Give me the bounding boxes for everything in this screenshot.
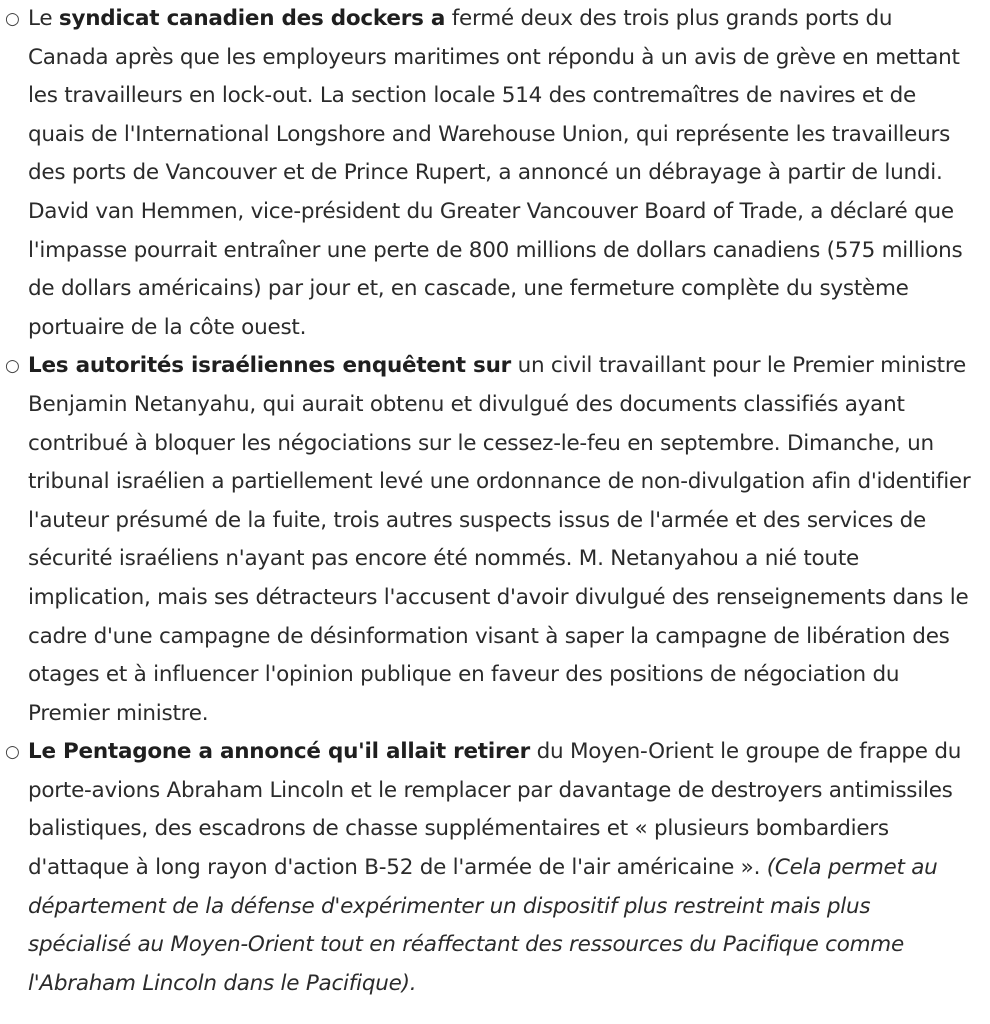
hollow-circle-bullet-icon: ○ <box>5 742 20 763</box>
item-headline: syndicat canadien des dockers a <box>58 6 446 31</box>
item-italic-note: (Cela permet au département de la défense d'expérimenter un dispositif plus restreint mais plus spécialisé au Moyen-Orient tout en réaffectant des ressources du Pacifique comme l'Abraham Lincoln dans le Pacifique). <box>28 855 938 996</box>
item-body: fermé deux des trois plus grands ports du Canada après que les employeurs maritimes ont répondu à un avis de grève en mettant les travailleurs en lock-out. La section locale 514 des contremaîtres de navires et de quais de l'International Longshore and Warehouse Union, qui représente les travailleurs des ports de Vancouver et de Prince Rupert, a annoncé un débrayage à partir de lundi. David van Hemmen, vice-président du Greater Vancouver Board of Trade, a déclaré que l'impasse pourrait entraîner une perte de 800 millions de dollars canadiens (575 millions de dollars américains) par jour et, en cascade, une fermeture complète du système portuaire de la côte ouest. <box>28 6 963 340</box>
item-headline: Les autorités israéliennes enquêtent sur <box>28 353 511 379</box>
list-item <box>5 733 976 1003</box>
list-item <box>5 0 976 347</box>
hollow-circle-bullet-icon: ○ <box>5 356 20 377</box>
item-body: un civil travaillant pour le Premier ministre Benjamin Netanyahu, qui aurait obtenu et divulgué des documents classifiés ayant contribué à bloquer les négociations sur le cessez-le-feu en septembre. Dimanche, un tribunal israélien a partiellement levé une ordonnance de non-divulgation afin d'identifier l'auteur présumé de la fuite, trois autres suspects issus de l'armée et des services de sécurité israéliens n'ayant pas encore été nommés. M. Netanyahou a nié toute implication, mais ses détracteurs l'accusent d'avoir divulgué des renseignements dans le cadre d'une campagne de désinformation visant à saper la campagne de libération des otages et à influencer l'opinion publique en faveur des positions de négociation du Premier ministre. <box>28 353 971 726</box>
hollow-circle-bullet-icon: ○ <box>5 9 20 29</box>
item-body: du Moyen-Orient le groupe de frappe du porte-avions Abraham Lincoln et le remplacer par davantage de destroyers antimissiles balistiques, des escadrons de chasse supplémentaires et « plusieurs bombardiers d'attaque à long rayon d'action B-52 de l'armée de l'air américaine ». <box>28 739 962 881</box>
list-item <box>5 347 976 733</box>
item-headline: Le Pentagone a annoncé qu'il allait retirer <box>28 739 530 765</box>
item-prefix: Le <box>28 6 59 31</box>
